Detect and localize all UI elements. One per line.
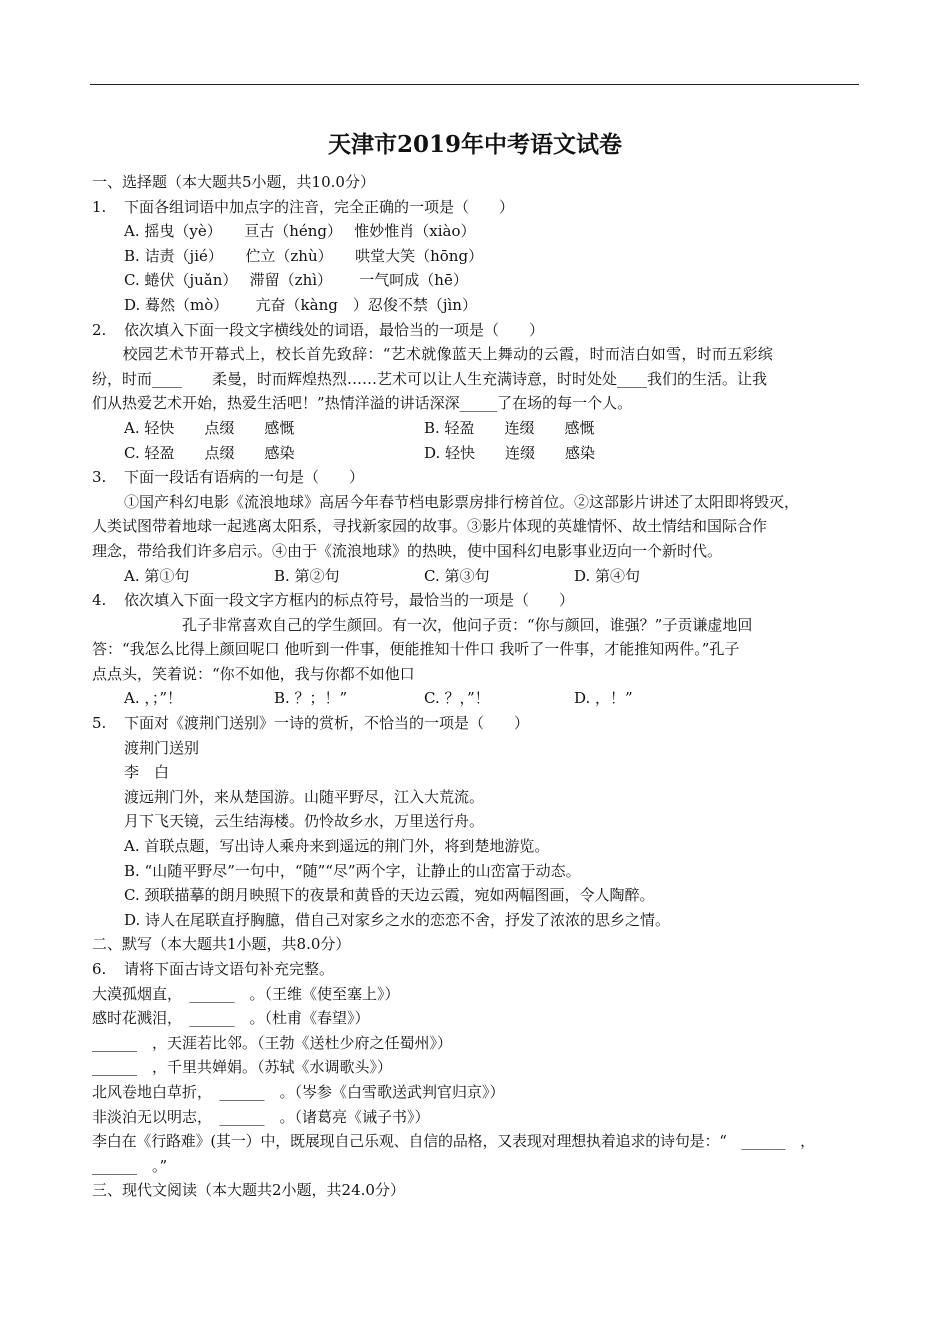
question-2 — [92, 318, 860, 343]
poem-author: 李 白 — [124, 763, 170, 782]
poem-title: 渡荆门送别 — [124, 738, 200, 757]
question-number: 1. — [92, 197, 107, 216]
option-b: B. “山随平野尽”一句中，“随”“尽”两个字，让静止的山峦富于动态。 — [124, 861, 581, 880]
question-3 — [92, 465, 860, 490]
recitation-line: 北风卷地白草折， ______ 。（岑参《白雪歌送武判官归京》） — [92, 1082, 505, 1101]
options-row — [92, 416, 860, 441]
recitation-line: ______ 。” — [92, 1156, 168, 1175]
recitation-line: ______ ，千里共婵娟。（苏轼《水调歌头》） — [92, 1058, 393, 1077]
passage-line: 纷，时而____ 柔曼，时而辉煌热烈……艺术可以让人生充满诗意，时时处处____我们的生活。让我 — [92, 369, 768, 388]
question-6 — [92, 957, 860, 982]
recitation-line: 感时花溅泪， ______ 。（杜甫《春望》） — [92, 1009, 370, 1028]
section-heading-choice: 一、选择题（本大题共5小题，共10.0分） — [92, 173, 375, 191]
poem-line: 渡远荆门外，来从楚国游。山随平野尽，江入大荒流。 — [124, 787, 485, 806]
passage-line: 答：“我怎么比得上颜回呢口 他听到一件事，便能推知十件口 我听了一件事，才能推知两件。”孔子 — [92, 640, 740, 659]
recitation-line: 李白在《行路难》(其一）中，既展现自己乐观、自信的品格，又表现对理想执着追求的诗句是：“ ______ ， — [92, 1132, 815, 1151]
option-a: A. ，；”！ — [124, 689, 183, 708]
option-d: D. 第④句 — [574, 566, 641, 585]
option-d: D. 蓦然（mò） 亢奋（kàng ）忍俊不禁（jìn） — [124, 295, 477, 314]
option-a: A. 轻快 点缀 感慨 — [124, 418, 295, 437]
poem-line: 月下飞天镜，云生结海楼。仍怜故乡水，万里送行舟。 — [124, 812, 485, 831]
options-row — [92, 441, 860, 466]
option-a: A. 第①句 — [124, 566, 190, 585]
question-5 — [92, 711, 860, 736]
option-a: A. 摇曳（yè） 亘古（héng） 惟妙惟肖（xiào） — [124, 222, 476, 241]
question-number: 2. — [92, 320, 107, 339]
option-b: B. ？；！” — [274, 689, 348, 708]
question-stem: 依次填入下面一段文字方框内的标点符号，最恰当的一项是（ ） — [124, 591, 575, 610]
option-c: C. 轻盈 点缀 感染 — [124, 443, 295, 462]
section-heading-dictation: 二、默写（本大题共1小题，共8.0分） — [92, 935, 351, 954]
passage-line: 们从热爱艺术开始，热爱生活吧！”热情洋溢的讲话深深_____了在场的每一个人。 — [92, 394, 633, 413]
option-d: D. 诗人在尾联直抒胸臆，借自己对家乡之水的恋恋不舍，抒发了浓浓的思乡之情。 — [124, 910, 671, 929]
question-4 — [92, 588, 860, 613]
option-a: A. 首联点题，写出诗人乘舟来到遥远的荆门外，将到楚地游览。 — [124, 837, 550, 856]
option-c: C. ？，”！ — [424, 689, 490, 708]
option-b: B. 诘责（jié） 伫立（zhù） 哄堂大笑（hōng） — [124, 246, 484, 265]
passage-line: 孔子非常喜欢自己的学生颜回。有一次，他问子贡：“你与颜回，谁强？”子贡谦虚地回 — [92, 615, 753, 634]
header-rule — [90, 84, 859, 85]
question-number: 4. — [92, 591, 107, 610]
exam-body — [92, 170, 860, 1203]
question-number: 5. — [92, 714, 107, 733]
question-number: 6. — [92, 960, 107, 978]
passage-line: 人类试图带着地球一起逃离太阳系，寻找新家园的故事。③影片体现的英雄情怀、故土情结和国际合作 — [92, 517, 768, 536]
passage-line: 理念，带给我们许多启示。④由于《流浪地球》的热映，使中国科幻电影事业迈向一个新时代。 — [92, 541, 723, 560]
question-number: 3. — [92, 468, 107, 487]
question-stem: 依次填入下面一段文字横线处的词语，最恰当的一项是（ ） — [124, 320, 545, 339]
passage-line: 校园艺术节开幕式上，校长首先致辞：“艺术就像蓝天上舞动的云霞，时而洁白如雪，时而五彩缤 — [92, 345, 774, 364]
question-stem: 请将下面古诗文语句补充完整。 — [124, 960, 335, 978]
question-stem: 下面一段话有语病的一句是（ ） — [124, 468, 365, 487]
option-c: C. 颈联描摹的朗月映照下的夜景和黄昏的天边云霞，宛如两幅图画，令人陶醉。 — [124, 886, 655, 905]
option-c: C. 蜷伏（juǎn） 滞留（zhì） 一气呵成（hē） — [124, 271, 468, 290]
options-row — [92, 564, 860, 589]
question-1 — [92, 195, 860, 220]
question-stem: 下面各组词语中加点字的注音，完全正确的一项是（ ） — [124, 197, 515, 216]
section-heading-reading: 三、现代文阅读（本大题共2小题，共24.0分） — [92, 1181, 405, 1200]
passage-line: 点点头，笑着说：“你不如他，我与你都不如他口 — [92, 664, 415, 683]
option-c: C. 第③句 — [424, 566, 490, 585]
recitation-line: ______ ，天涯若比邻。（王勃《送杜少府之任蜀州》） — [92, 1033, 453, 1052]
page-title: 天津市2019年中考语文试卷 — [327, 131, 622, 158]
question-stem: 下面对《渡荆门送别》一诗的赏析，不恰当的一项是（ ） — [124, 714, 530, 733]
option-b: B. 轻盈 连缀 感慨 — [424, 418, 595, 437]
options-row — [92, 686, 860, 711]
recitation-line: 大漠孤烟直， ______ 。（王维《使至塞上》） — [92, 984, 400, 1003]
recitation-line: 非淡泊无以明志， ______ 。（诸葛亮《诫子书》） — [92, 1107, 430, 1126]
option-b: B. 第②句 — [274, 566, 340, 585]
option-d: D. 轻快 连缀 感染 — [424, 443, 596, 462]
option-d: D. ，！” — [574, 689, 633, 708]
passage-line: ①国产科幻电影《流浪地球》高居今年春节档电影票房排行榜首位。②这部影片讲述了太阳即将毁灭， — [124, 492, 800, 511]
